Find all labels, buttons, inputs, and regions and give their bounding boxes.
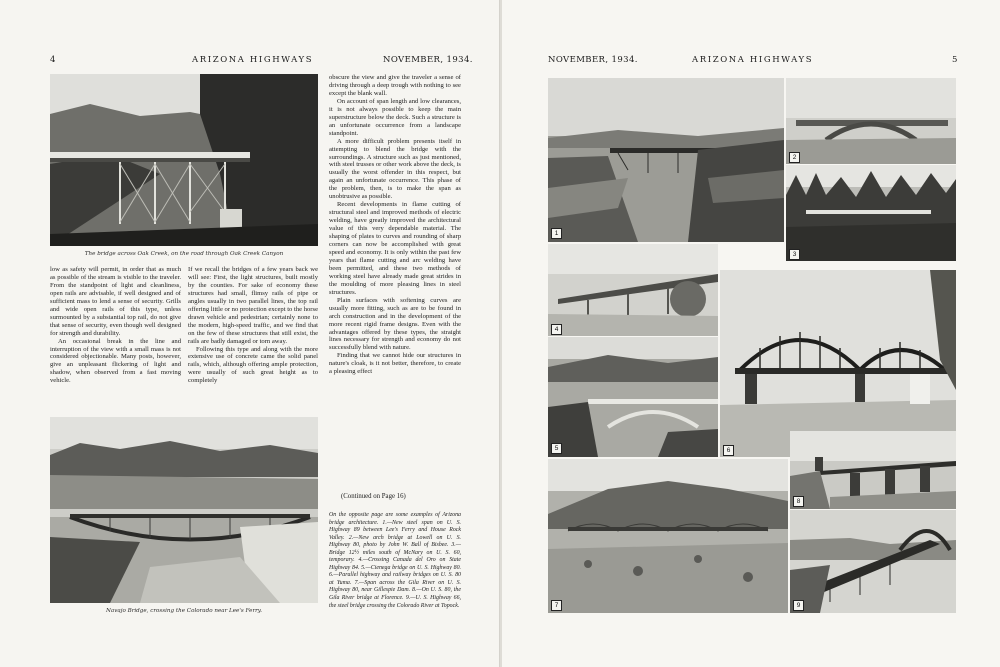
top-photo-caption: The bridge across Oak Creek, on the road through Oak Creek Canyon [84, 251, 284, 257]
photo-number-badge: 3 [789, 249, 800, 260]
photo-number-badge: 6 [723, 445, 734, 456]
bridge-photo-9 [790, 510, 956, 613]
bridge-photo-8 [790, 431, 956, 509]
bridge-photo-1 [548, 78, 784, 242]
column2-paragraph-1: If we recall the bridges of a few years back we will see: First, the light structures, built mostly by the counties. For sake of economy these structures had small, flimsy rails of pipe or angles usually in two parallel lines, the top rail offering little or no protection except to the horse drawn vehicle and pedestrian; certainly none to the modern, high-speed traffic, and we find that on the few of these structures that still exist, the rails are badly damaged or torn away. [188, 266, 318, 345]
page-number: 5 [952, 55, 958, 65]
bridge-photo-5 [548, 337, 718, 457]
photo-number-badge: 1 [551, 228, 562, 239]
column3-paragraph-5: Plain surfaces with softening curves are usually more fitting, such as are to be found in arch construction and in the development of the more recent rigid frame designs. Even with the advantages offered by these types, the straight lines necessary for strength and economy do not successfully blend with nature. [329, 296, 461, 352]
photo-number-badge: 4 [551, 324, 562, 335]
issue-date: NOVEMBER, 1934. [548, 55, 638, 65]
right-page [502, 0, 1000, 667]
bridge-photo-7 [548, 459, 788, 613]
opposite-page-caption: On the opposite page are some examples of Arizona bridge architecture. 1.—New steel span on U. S. Highway 89 between Lee's Ferry and House Rock Valley. 2.—New arch bridge at Lowell on U. S. Highway 80, photo by John W. Ball of Bisbee. 3.—Bridge 12½ miles south of McNary on U. S. 60, temporary. 4.—Crossing Canada del Oro on State Highway 84. 5.—Cienega bridge on U. S. Highway 80. 6.—Parallel highway and railway bridges on U. S. 80 at Yuma. 7.—Span across the Gila River on U. S. Highway 80, near Gillespie Dam. 8.—On U. S. 80, the Gila River bridge at Florence. 9.—U. S. Highway 66, the steel bridge crossing the Colorado River at Topock. [329, 512, 461, 609]
column3-paragraph-2: On account of span length and low clearances, it is not always possible to keep the main superstructure below the deck. Such a structure is an unfortunate occurrence from a landscape standpoint. [329, 97, 461, 137]
issue-date: NOVEMBER, 1934. [383, 55, 473, 65]
column3-paragraph-6: Finding that we cannot hide our structures in nature's cloak, is it not better, therefore, to create a pleasing effect [329, 352, 461, 376]
photo-number-badge: 8 [793, 496, 804, 507]
photo-number-badge: 5 [551, 443, 562, 454]
navajo-bridge-photo [50, 417, 318, 603]
text-column-2 [188, 266, 318, 385]
photo-number-badge: 2 [789, 152, 800, 163]
bottom-photo-caption: Navajo Bridge, crossing the Colorado near Lee's Ferry. [105, 608, 262, 614]
bridge-photo-6 [720, 270, 956, 457]
photo-number-badge: 7 [551, 600, 562, 611]
column2-paragraph-2: Following this type and along with the more extensive use of concrete came the solid panel rails, which, although offering ample protection, were usually of such great height as to completely [188, 345, 318, 385]
text-column-1 [50, 266, 181, 385]
column3-paragraph-1: obscure the view and give the traveler a sense of driving through a deep trough with nothing to see except the blank wall. [329, 74, 461, 97]
bridge-photo-2 [786, 78, 956, 164]
photo-number-badge: 9 [793, 600, 804, 611]
column3-paragraph-3: A more difficult problem presents itself in attempting to blend the bridge with the surroundings. A structure such as just mentioned, with steel trusses or other work above the deck, is usually the worst offender in this respect, but again an unfortunate occurrence. This phase of the problem, then, is to make the span as unobtrusive as possible. [329, 137, 461, 201]
text-column-3 [329, 74, 461, 376]
bridge-photo-4 [548, 244, 718, 336]
column1-paragraph-1: low as safety will permit, in order that as much as possible of the stream is visible to the traveler. From the standpoint of light and cleanliness, open rails are advisable, if well designed and of sufficient mass to lend a sense of security. Grills and wide open rails of this type, unless surmounted by a substantial top rail, do not give that sense of security, even though well designed for strength and durability. [50, 266, 181, 337]
magazine-title: ARIZONA HIGHWAYS [692, 55, 814, 65]
oak-creek-bridge-photo [50, 74, 318, 246]
bridge-photo-3 [786, 165, 956, 261]
column3-paragraph-4: Recent developments in flame cutting of structural steel and improved methods of electric welding, have greatly improved the architectural value of this very dependable material. The shaping of plates to curves and rounding of sharp corners can now be accomplished with great speed and economy. It is only within the past few years that flame cutting and arc welding have been permitted, and these two methods of working steel have already made great strides in the moulding of more pleasing lines in steel structures. [329, 201, 461, 296]
magazine-title: ARIZONA HIGHWAYS [192, 55, 314, 65]
page-number: 4 [50, 55, 56, 65]
column1-paragraph-2: An occasional break in the line and interruption of the view with a small mass is not considered objectionable. Many posts, however, give an unpleasant flickering of light and shadow, when observed from a fast moving vehicle. [50, 337, 181, 385]
continued-note: (Continued on Page 16) [341, 493, 406, 500]
